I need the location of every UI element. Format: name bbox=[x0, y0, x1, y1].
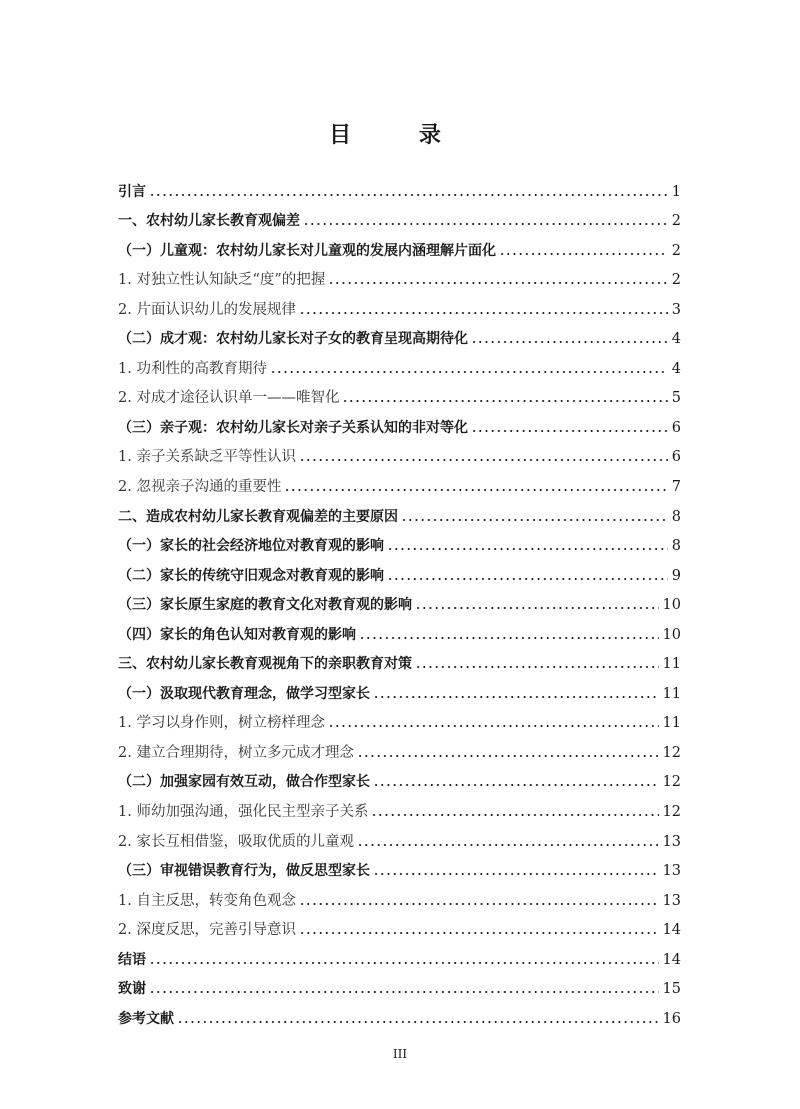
toc-entry-title: 1. 功利性的高教育期待 bbox=[118, 360, 267, 377]
toc-entry-title: 致谢 bbox=[118, 981, 146, 998]
dot-leader bbox=[177, 1008, 659, 1026]
page-number: III bbox=[392, 1047, 408, 1061]
dot-leader bbox=[299, 919, 659, 937]
toc-entry-page: 16 bbox=[662, 1010, 681, 1027]
toc-entry-page: 2 bbox=[671, 272, 681, 289]
toc-entry-title: 1. 学习以身作则，树立榜样理念 bbox=[118, 715, 325, 732]
dot-leader bbox=[299, 299, 668, 317]
toc-entry-page: 13 bbox=[662, 892, 681, 909]
toc-entry[interactable] bbox=[118, 854, 681, 884]
dot-leader bbox=[373, 771, 659, 789]
toc-entry-page: 7 bbox=[671, 479, 681, 496]
toc-entry-title: 1. 自主反思，转变角色观念 bbox=[118, 892, 296, 909]
toc-entry-title: （三）亲子观：农村幼儿家长对亲子关系认知的非对等化 bbox=[118, 419, 468, 436]
toc-entry-page: 15 bbox=[662, 981, 681, 998]
toc-entry[interactable] bbox=[118, 942, 681, 972]
dot-leader bbox=[299, 890, 659, 908]
toc-entry[interactable] bbox=[118, 883, 681, 913]
toc-entry[interactable] bbox=[118, 410, 681, 440]
dot-leader bbox=[270, 358, 668, 376]
toc-entry[interactable] bbox=[118, 765, 681, 795]
page-title: 目 录 bbox=[329, 123, 471, 148]
dot-leader bbox=[284, 476, 667, 494]
dot-leader bbox=[415, 594, 659, 612]
toc-entry[interactable] bbox=[118, 351, 681, 381]
toc-entry-page: 13 bbox=[662, 863, 681, 880]
dot-leader bbox=[401, 506, 668, 524]
toc-entry-page: 11 bbox=[662, 656, 681, 673]
dot-leader bbox=[342, 387, 667, 405]
toc-entry[interactable] bbox=[118, 499, 681, 529]
toc-entry[interactable] bbox=[118, 972, 681, 1002]
toc-entry[interactable] bbox=[118, 204, 681, 234]
toc-entry-page: 1 bbox=[671, 183, 681, 200]
toc-entry-title: 2. 建立合理期待，树立多元成才理念 bbox=[118, 744, 354, 761]
toc-entry-page: 6 bbox=[671, 449, 681, 466]
toc-entry-title: 二、造成农村幼儿家长教育观偏差的主要原因 bbox=[118, 508, 398, 525]
dot-leader bbox=[359, 624, 659, 642]
toc-entry-title: 1. 对独立性认知缺乏“度”的把握 bbox=[118, 272, 326, 289]
toc-entry[interactable] bbox=[118, 381, 681, 411]
toc-entry-title: （四）家长的角色认知对教育观的影响 bbox=[118, 626, 356, 643]
toc-entry-title: （一）汲取现代教育理念，做学习型家长 bbox=[118, 685, 370, 702]
toc-entry-title: （一）家长的社会经济地位对教育观的影响 bbox=[118, 538, 384, 555]
toc-entry-title: 参考文献 bbox=[118, 1010, 174, 1027]
toc-entry[interactable] bbox=[118, 440, 681, 470]
toc-entry-title: （二）加强家园有效互动，做合作型家长 bbox=[118, 774, 370, 791]
toc-entry[interactable] bbox=[118, 322, 681, 352]
table-of-contents bbox=[118, 174, 681, 1031]
dot-leader bbox=[357, 742, 659, 760]
toc-entry-page: 2 bbox=[671, 242, 681, 259]
toc-entry[interactable] bbox=[118, 469, 681, 499]
toc-entry[interactable] bbox=[118, 174, 681, 204]
toc-entry[interactable] bbox=[118, 735, 681, 765]
toc-entry-page: 5 bbox=[671, 390, 681, 407]
toc-entry[interactable] bbox=[118, 676, 681, 706]
toc-entry-page: 8 bbox=[671, 508, 681, 525]
toc-entry-title: 三、农村幼儿家长教育观视角下的亲职教育对策 bbox=[118, 656, 412, 673]
toc-entry-page: 11 bbox=[662, 715, 681, 732]
toc-entry-title: （二）家长的传统守旧观念对教育观的影响 bbox=[118, 567, 384, 584]
dot-leader bbox=[373, 683, 659, 701]
toc-entry-page: 8 bbox=[671, 538, 681, 555]
toc-entry-title: 1. 亲子关系缺乏平等性认识 bbox=[118, 449, 296, 466]
dot-leader bbox=[299, 446, 668, 464]
dot-leader bbox=[371, 801, 658, 819]
toc-entry-page: 2 bbox=[671, 213, 681, 230]
toc-entry-page: 4 bbox=[671, 360, 681, 377]
dot-leader bbox=[415, 653, 659, 671]
toc-entry[interactable] bbox=[118, 824, 681, 854]
toc-entry[interactable] bbox=[118, 263, 681, 293]
toc-entry-page: 13 bbox=[662, 833, 681, 850]
toc-entry[interactable] bbox=[118, 233, 681, 263]
dot-leader bbox=[471, 328, 668, 346]
toc-entry-page: 9 bbox=[671, 567, 681, 584]
toc-entry-page: 3 bbox=[671, 301, 681, 318]
toc-entry-page: 4 bbox=[671, 331, 681, 348]
dot-leader bbox=[357, 831, 659, 849]
dot-leader bbox=[149, 181, 668, 199]
dot-leader bbox=[149, 978, 659, 996]
toc-entry-title: 引言 bbox=[118, 183, 146, 200]
toc-entry-title: 2. 深度反思，完善引导意识 bbox=[118, 922, 296, 939]
dot-leader bbox=[373, 860, 659, 878]
toc-entry-title: 2. 片面认识幼儿的发展规律 bbox=[118, 301, 296, 318]
toc-entry-title: （二）成才观：农村幼儿家长对子女的教育呈现高期待化 bbox=[118, 331, 468, 348]
toc-entry-page: 12 bbox=[662, 804, 681, 821]
toc-entry-page: 12 bbox=[662, 774, 681, 791]
toc-entry[interactable] bbox=[118, 706, 681, 736]
toc-entry-title: 结语 bbox=[118, 951, 146, 968]
toc-entry[interactable] bbox=[118, 1001, 681, 1031]
dot-leader bbox=[328, 269, 667, 287]
toc-entry-title: 2. 忽视亲子沟通的重要性 bbox=[118, 479, 282, 496]
toc-entry[interactable] bbox=[118, 292, 681, 322]
toc-entry-title: （一）儿童观：农村幼儿家长对儿童观的发展内涵理解片面化 bbox=[118, 242, 496, 259]
toc-entry-title: 2. 家长互相借鉴，吸取优质的儿童观 bbox=[118, 833, 354, 850]
toc-entry-page: 14 bbox=[662, 951, 681, 968]
toc-entry[interactable] bbox=[118, 647, 681, 677]
dot-leader bbox=[387, 565, 668, 583]
dot-leader bbox=[328, 712, 659, 730]
toc-entry-title: 一、农村幼儿家长教育观偏差 bbox=[118, 213, 300, 230]
dot-leader bbox=[303, 210, 668, 228]
toc-entry-title: 2. 对成才途径认识单一——唯智化 bbox=[118, 390, 340, 407]
toc-entry-page: 10 bbox=[662, 597, 681, 614]
toc-entry[interactable] bbox=[118, 794, 681, 824]
dot-leader bbox=[149, 949, 659, 967]
toc-entry[interactable] bbox=[118, 558, 681, 588]
toc-entry-title: 1. 师幼加强沟通，强化民主型亲子关系 bbox=[118, 804, 369, 821]
toc-entry-page: 10 bbox=[662, 626, 681, 643]
toc-entry-page: 12 bbox=[662, 744, 681, 761]
toc-entry[interactable] bbox=[118, 529, 681, 559]
toc-entry-page: 14 bbox=[662, 922, 681, 939]
toc-entry-title: （三）审视错误教育行为，做反思型家长 bbox=[118, 863, 370, 880]
toc-entry-title: （三）家长原生家庭的教育文化对教育观的影响 bbox=[118, 597, 412, 614]
dot-leader bbox=[387, 535, 668, 553]
toc-entry-page: 6 bbox=[671, 419, 681, 436]
toc-entry[interactable] bbox=[118, 588, 681, 618]
toc-entry[interactable] bbox=[118, 617, 681, 647]
toc-entry-page: 11 bbox=[662, 685, 681, 702]
dot-leader bbox=[471, 417, 668, 435]
dot-leader bbox=[499, 240, 668, 258]
toc-entry[interactable] bbox=[118, 913, 681, 943]
